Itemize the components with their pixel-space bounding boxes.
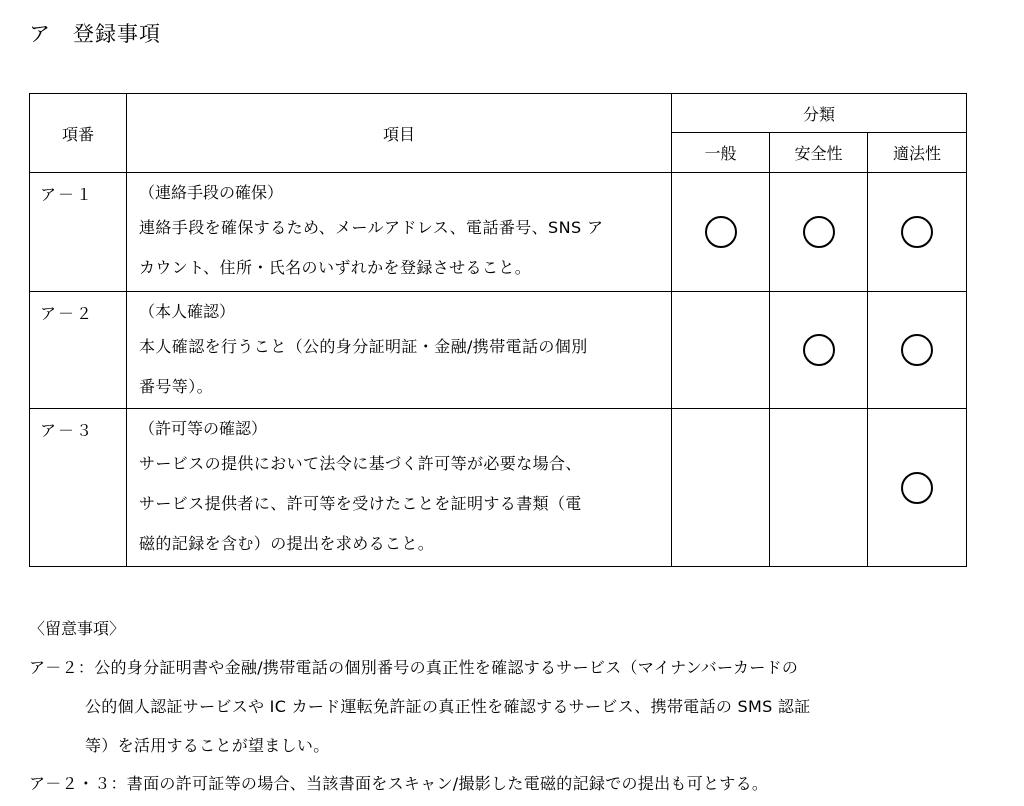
note-line: 等）を活用することが望ましい。 — [85, 736, 330, 755]
page-title: ア 登録事項 — [29, 22, 161, 46]
mark-general — [672, 173, 770, 292]
row-item-line: 磁的記録を含む）の提出を求めること。 — [139, 534, 435, 553]
mark-legality — [868, 173, 967, 292]
row-item-description — [127, 173, 672, 292]
circle-mark-icon — [901, 334, 933, 366]
mark-safety — [770, 292, 868, 409]
note-line: 公的個人認証サービスや IC カード運転免許証の真正性を確認するサービス、携帯電話の SMS 認証 — [85, 697, 811, 716]
header-general: 一般 — [672, 133, 770, 173]
table-row — [30, 409, 967, 567]
circle-mark-icon — [901, 472, 933, 504]
row-number: ア－２ — [30, 292, 127, 409]
mark-general — [672, 409, 770, 567]
row-item-heading: （本人確認） — [139, 302, 236, 321]
row-number: ア－３ — [30, 409, 127, 567]
notes-heading: 〈留意事項〉 — [29, 619, 126, 638]
row-item-line: 連絡手段を確保するため、メールアドレス、電話番号、SNS ア — [139, 218, 604, 237]
row-item-line: サービスの提供において法令に基づく許可等が必要な場合、 — [139, 454, 582, 473]
table-row — [30, 292, 967, 409]
row-item-line: 本人確認を行うこと（公的身分証明証・金融/携帯電話の個別 — [139, 337, 588, 356]
header-item: 項目 — [127, 94, 672, 173]
row-item-description — [127, 292, 672, 409]
header-safety: 安全性 — [770, 133, 868, 173]
note-line: ア－２・３：書面の許可証等の場合、当該書面をスキャン/撮影した電磁的記録での提出も可とする。 — [29, 774, 769, 793]
row-number: ア－１ — [30, 173, 127, 292]
header-item-number: 項番 — [30, 94, 127, 173]
circle-mark-icon — [803, 334, 835, 366]
circle-mark-icon — [705, 216, 737, 248]
row-item-line: 番号等）。 — [139, 377, 214, 396]
mark-general — [672, 292, 770, 409]
row-item-heading: （許可等の確認） — [139, 419, 268, 438]
row-item-line: サービス提供者に、許可等を受けたことを証明する書類（電 — [139, 494, 582, 513]
circle-mark-icon — [901, 216, 933, 248]
row-item-description — [127, 409, 672, 567]
mark-safety — [770, 409, 868, 567]
row-item-line: カウント、住所・氏名のいずれかを登録させること。 — [139, 258, 532, 277]
note-line: ア－２：公的身分証明書や金融/携帯電話の個別番号の真正性を確認するサービス（マイナンバーカードの — [29, 658, 799, 677]
mark-legality — [868, 409, 967, 567]
mark-legality — [868, 292, 967, 409]
mark-safety — [770, 173, 868, 292]
row-item-heading: （連絡手段の確保） — [139, 183, 284, 202]
circle-mark-icon — [803, 216, 835, 248]
header-legality: 適法性 — [868, 133, 967, 173]
table-row — [30, 173, 967, 292]
header-category: 分類 — [672, 94, 967, 133]
registration-items-table — [29, 93, 967, 567]
